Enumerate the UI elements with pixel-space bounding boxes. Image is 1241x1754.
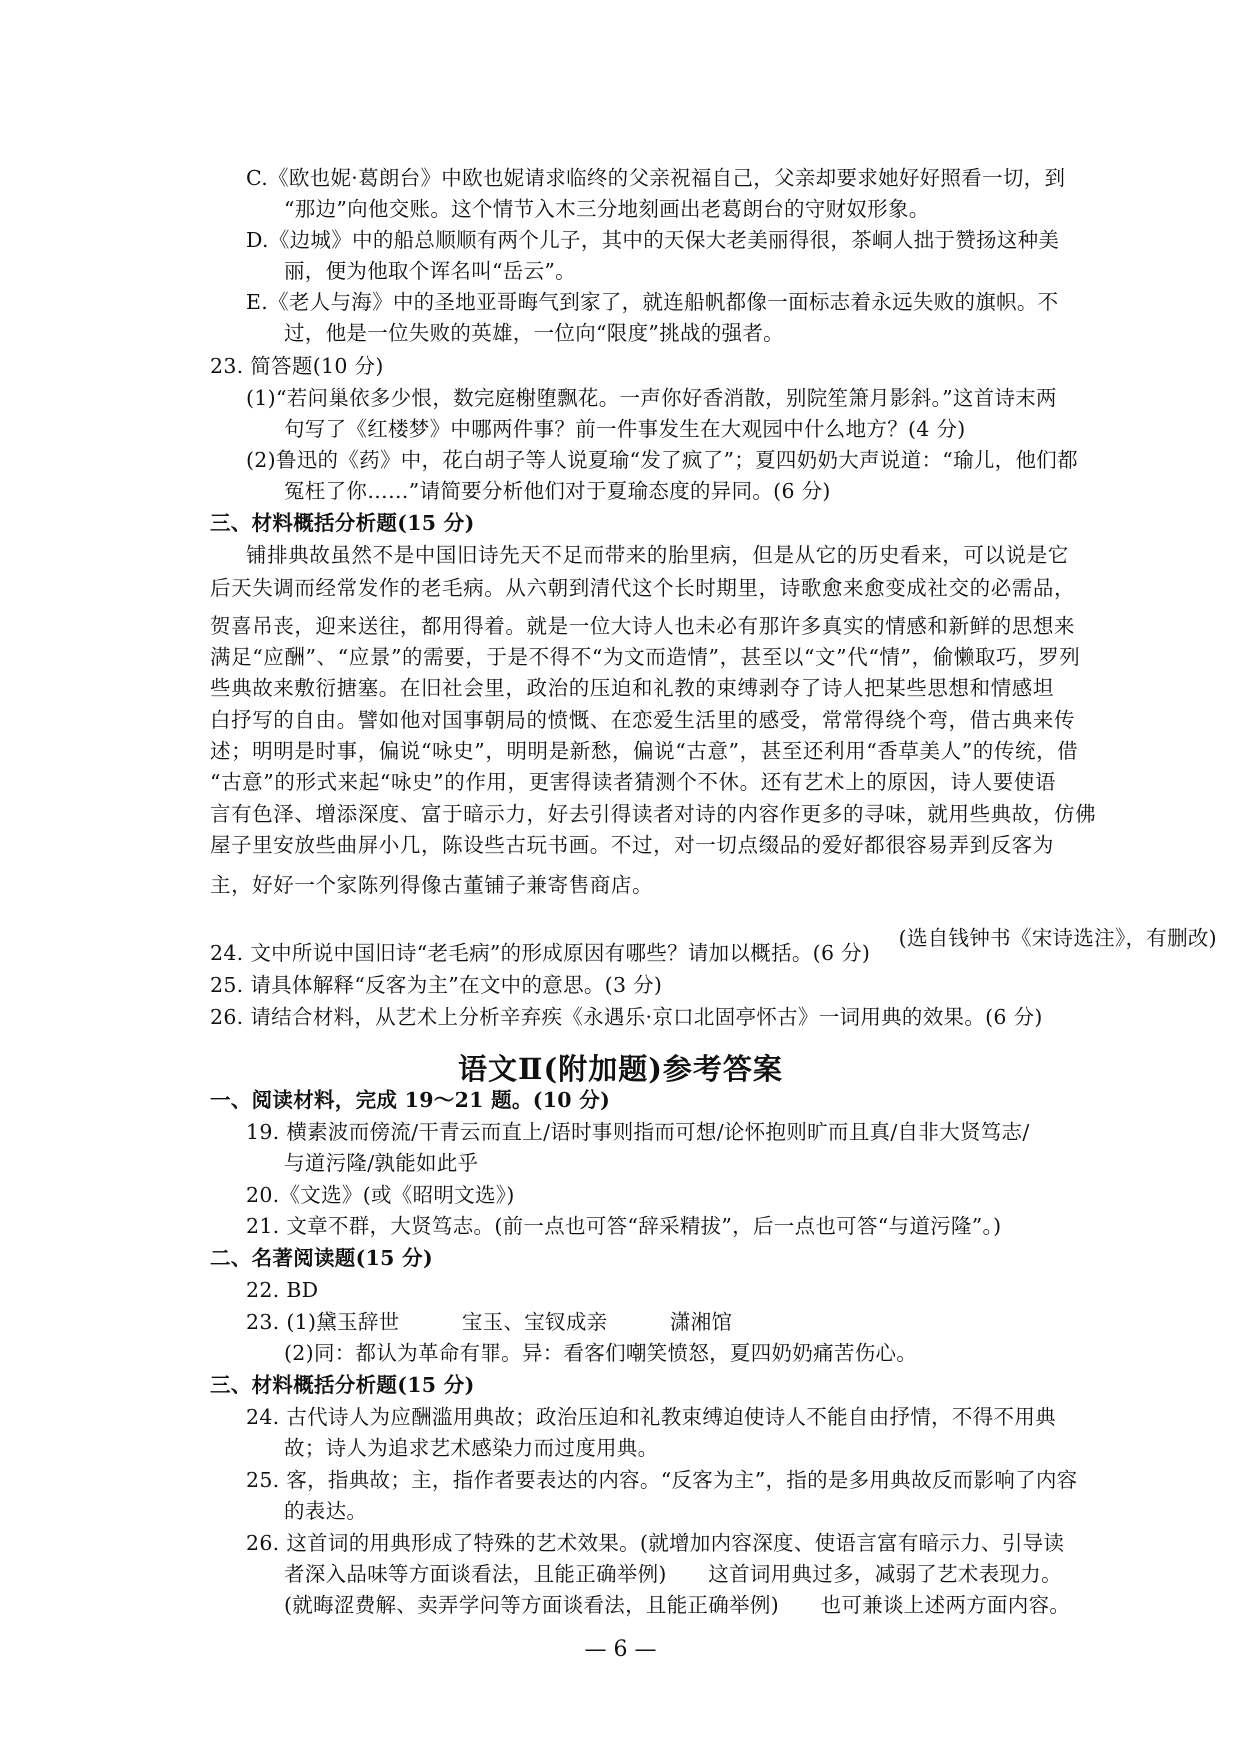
- text-line: “那边”向他交账。这个情节入木三分地刻画出老葛朗台的守财奴形象。: [284, 197, 930, 221]
- text-line: (就晦涩费解、卖弄学问等方面谈看法，且能正确举例) 也可兼谈上述两方面内容。: [284, 1593, 1071, 1617]
- text-line: 丽，便为他取个诨名叫“岳云”。: [284, 259, 576, 283]
- text-line: 26. 请结合材料，从艺术上分析辛弃疾《永遇乐·京口北固亭怀古》一词用典的效果。(6 分): [210, 1005, 1043, 1029]
- text-line: 故；诗人为追求艺术感染力而过度用典。: [284, 1436, 659, 1460]
- text-line: C.《欧也妮·葛朗台》中欧也妮请求临终的父亲祝福自己，父亲却要求她好好照看一切，到: [246, 166, 1066, 190]
- text-line: 的表达。: [284, 1499, 368, 1523]
- text-line: 与道污隆/孰能如此乎: [284, 1151, 479, 1175]
- section-heading: 二、名著阅读题(15 分): [210, 1246, 433, 1270]
- text-line: 24. 古代诗人为应酬滥用典故；政治压迫和礼教束缚迫使诗人不能自由抒情，不得不用典: [246, 1405, 1056, 1429]
- text-line: 20.《文选》(或《昭明文选》): [246, 1183, 515, 1207]
- text-line: (2)同：都认为革命有罪。异：看客们嘲笑愤怒，夏四奶奶痛苦伤心。: [284, 1341, 918, 1365]
- text-line: 白抒写的自由。譬如他对国事朝局的愤慨、在恋爱生活里的感受，常常得绕个弯，借古典来传: [210, 708, 1076, 732]
- text-line: 19. 横素波而傍流/干青云而直上/语时事则指而可想/论怀抱则旷而且真/自非大贤笃志/: [246, 1120, 1030, 1144]
- section-heading: 一、阅读材料，完成 19～21 题。(10 分): [210, 1088, 611, 1112]
- section-heading: 三、材料概括分析题(15 分): [210, 1373, 475, 1397]
- answer-title: 语文Ⅱ(附加题)参考答案: [458, 1052, 783, 1086]
- text-line: D.《边城》中的船总顺顺有两个儿子，其中的天保大老美丽得很，茶峒人拙于赞扬这种美: [246, 228, 1060, 252]
- text-line: 者深入品味等方面谈看法，且能正确举例) 这首词用典过多，减弱了艺术表现力。: [284, 1562, 1062, 1586]
- text-line: 23. 简答题(10 分): [210, 354, 384, 378]
- text-line: 冤枉了你……”请简要分析他们对于夏瑜态度的异同。(6 分): [284, 479, 831, 503]
- text-line: 铺排典故虽然不是中国旧诗先天不足而带来的胎里病，但是从它的历史看来，可以说是它: [246, 543, 1069, 567]
- text-line: 21. 文章不群，大贤笃志。(前一点也可答“辞采精拔”，后一点也可答“与道污隆”。): [246, 1214, 1002, 1238]
- text-line: 主，好好一个家陈列得像古董铺子兼寄售商店。: [210, 873, 654, 897]
- text-line: 些典故来敷衍搪塞。在旧社会里，政治的压迫和礼教的束缚剥夺了诗人把某些思想和情感坦: [210, 676, 1054, 700]
- text-line: 22. BD: [246, 1278, 319, 1302]
- page-number: — 6 —: [584, 1637, 657, 1662]
- text-line: 23. (1)黛玉辞世 宝玉、宝钗成亲 潇湘馆: [246, 1310, 733, 1334]
- text-line: 言有色泽、增添深度、富于暗示力，好去引得读者对诗的内容作更多的寻味，就用些典故，仿佛: [210, 802, 1097, 826]
- text-line: 26. 这首词的用典形成了特殊的艺术效果。(就增加内容深度、使语言富有暗示力、引导读: [246, 1531, 1065, 1555]
- text-line: (2)鲁迅的《药》中，花白胡子等人说夏瑜“发了疯了”；夏四奶奶大声说道：“瑜儿，他们都: [246, 448, 1078, 472]
- text-line: 过，他是一位失败的英雄，一位向“限度”挑战的强者。: [284, 321, 784, 345]
- text-line: “古意”的形式来起“咏史”的作用，更害得读者猜测个不休。还有艺术上的原因，诗人要使语: [210, 770, 1057, 794]
- text-line: 贺喜吊丧，迎来送往，都用得着。就是一位大诗人也未必有那许多真实的情感和新鲜的思想来: [210, 614, 1076, 638]
- text-line: 24. 文中所说中国旧诗“老毛病”的形成原因有哪些？请加以概括。(6 分): [210, 941, 871, 965]
- text-line: 25. 客，指典故；主，指作者要表达的内容。“反客为主”，指的是多用典故反而影响了内容: [246, 1468, 1078, 1492]
- section-heading: 三、材料概括分析题(15 分): [210, 511, 475, 535]
- text-line: 句写了《红楼梦》中哪两件事？前一件事发生在大观园中什么地方？(4 分): [284, 417, 966, 441]
- text-line: (1)“若问巢依多少恨，数完庭榭堕飘花。一声你好香消散，别院笙箫月影斜。”这首诗末两: [246, 386, 1057, 410]
- text-line: 满足“应酬”、“应景”的需要，于是不得不“为文而造情”，甚至以“文”代“情”，偷懒取巧，罗列: [210, 645, 1081, 669]
- text-line: E.《老人与海》中的圣地亚哥晦气到家了，就连船帆都像一面标志着永远失败的旗帜。不: [246, 290, 1059, 314]
- text-line: 述；明明是时事，偏说“咏史”，明明是新愁，偏说“古意”，甚至还利用“香草美人”的传统，借: [210, 739, 1079, 763]
- text-line: 屋子里安放些曲屏小几，陈设些古玩书画。不过，对一切点缀品的爱好都很容易弄到反客为: [210, 833, 1054, 857]
- text-line: 后天失调而经常发作的老毛病。从六朝到清代这个长时期里，诗歌愈来愈变成社交的必需品，: [210, 576, 1076, 600]
- text-line: 25. 请具体解释“反客为主”在文中的意思。(3 分): [210, 973, 663, 997]
- source-note: (选自钱钟书《宋诗选注》，有删改): [898, 926, 1217, 950]
